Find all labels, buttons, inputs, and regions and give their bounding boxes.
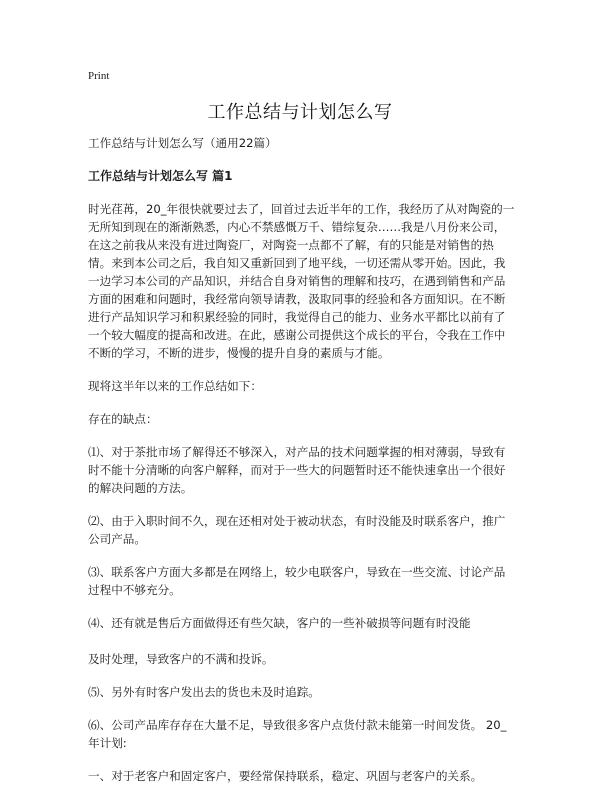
paragraph-shortcoming-1: ⑴、对于茶批市场了解得还不够深入，对产品的技术问题掌握的相对薄弱，导致有时不能十分清晰的向客户解释，而对于一些大的问题暂时还不能快速拿出一个很好的解决问题的方法。 <box>88 445 506 495</box>
paragraph-shortcoming-6: ⑹、公司产品库存存在大量不足，导致很多客户点货付款未能第一时间发货。 20_年计划: <box>88 718 507 750</box>
paragraph-shortcomings-heading: 存在的缺点： <box>88 412 158 426</box>
article-body <box>88 134 516 800</box>
page-title: 工作总结与计划怎么写 <box>207 102 393 123</box>
paragraph-summary-lead: 现将这半年以来的工作总结如下： <box>88 379 262 393</box>
article-subtitle: 工作总结与计划怎么写（通用22篇） <box>88 136 277 150</box>
paragraph-intro: 时光荏苒，20_年很快就要过去了，回首过去近半年的工作，我经历了从对陶瓷的一无所知到现在的渐渐熟悉，内心不禁感慨万千、错综复杂……我是八月份来公司，在这之前我从来没有进过陶瓷厂，对陶瓷一点都不了解，有的只能是对销售的热情。来到本公司之后，我自知又重新回到了地平线，一切还需从零开始。因此，我一边学习本公司的产品知识，并结合自身对销售的理解和技巧，在遇到销售和产品方面的困难和问题时，我经常向领导请教，汲取同事的经验和各方面知识。在不断进行产品知识学习和积累经验的同时，我觉得自己的能力、业务水平都比以前有了一个较大幅度的提高和改进。在此，感谢公司提供这个成长的平台，令我在工作中不断的学习，不断的进步，慢慢的提升自身的素质与才能。 <box>88 202 515 360</box>
paragraph-shortcoming-3: ⑶、联系客户方面大多都是在网络上，较少电联客户，导致在一些交流、讨论产品过程中不够充分。 <box>88 565 506 597</box>
paragraph-shortcoming-2: ⑵、由于入职时间不久，现在还相对处于被动状态，有时没能及时联系客户，推广公司产品。 <box>88 514 506 546</box>
paragraph-shortcoming-4-cont: 及时处理，导致客户的不满和投诉。 <box>88 652 274 666</box>
paragraph-shortcoming-4: ⑷、还有就是售后方面做得还有些欠缺，客户的一些补破损等问题有时没能 <box>88 616 471 630</box>
paragraph-plan-1: 一、对于老客户和固定客户，要经常保持联系，稳定、巩固与老客户的关系。 <box>88 769 483 783</box>
section-heading: 工作总结与计划怎么写 篇1 <box>88 169 233 183</box>
paragraph-shortcoming-5: ⑸、另外有时客户发出去的货也未及时追踪。 <box>88 685 320 699</box>
print-link[interactable]: Print <box>88 70 110 82</box>
